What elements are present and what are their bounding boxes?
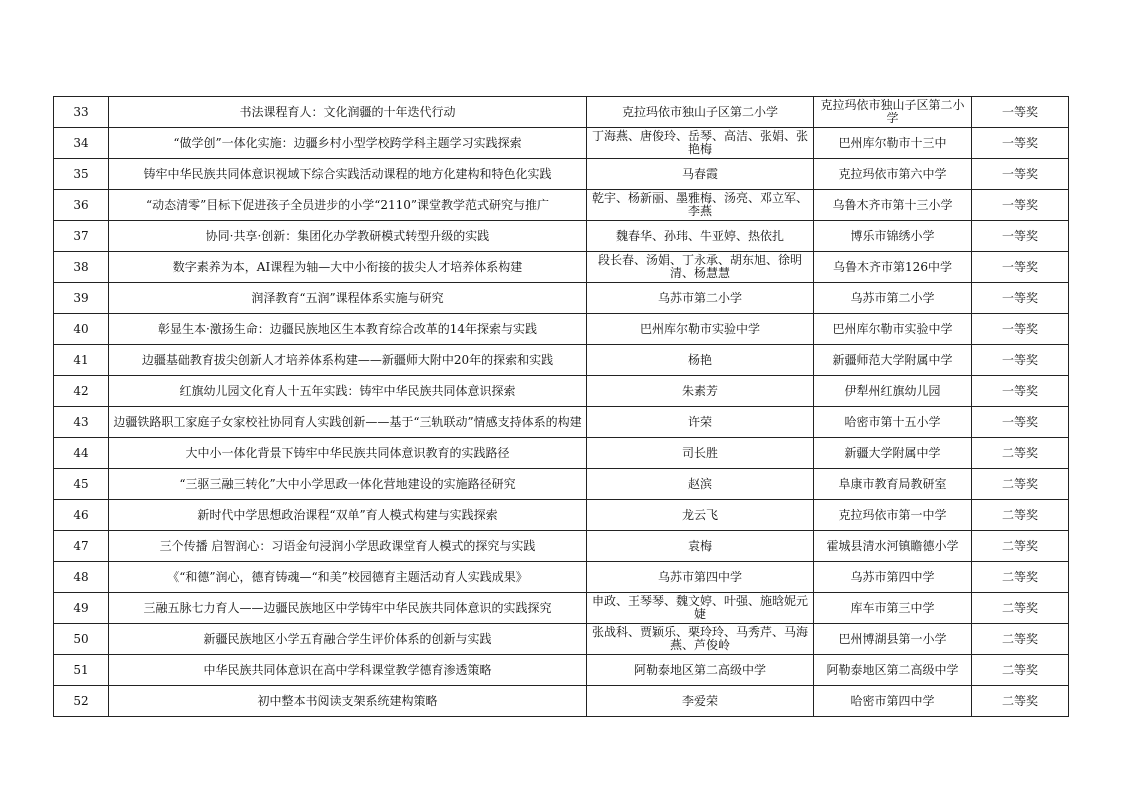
table-row xyxy=(54,252,1069,283)
table-row xyxy=(54,314,1069,345)
authors-cell: 张战科、贾颖乐、栗玲玲、马秀芹、马海燕、芦俊岭 xyxy=(587,624,814,655)
project-title-cell: “动态清零”目标下促进孩子全员进步的小学“2110”课堂教学范式研究与推广 xyxy=(109,190,587,221)
project-title-cell: “做学创”一体化实施：边疆乡村小型学校跨学科主题学习实践探索 xyxy=(109,128,587,159)
table-row xyxy=(54,128,1069,159)
row-number-cell: 45 xyxy=(54,469,109,500)
project-title-cell: 彰显生本·激扬生命：边疆民族地区生本教育综合改革的14年探索与实践 xyxy=(109,314,587,345)
awards-table xyxy=(53,96,1069,717)
unit-cell: 巴州博湖县第一小学 xyxy=(814,624,972,655)
authors-cell: 许荣 xyxy=(587,407,814,438)
project-title-cell: 边疆基础教育拔尖创新人才培养体系构建——新疆师大附中20年的探索和实践 xyxy=(109,345,587,376)
unit-cell: 霍城县清水河镇瞻德小学 xyxy=(814,531,972,562)
authors-cell: 阿勒泰地区第二高级中学 xyxy=(587,655,814,686)
authors-cell: 李爱荣 xyxy=(587,686,814,717)
award-level-cell: 一等奖 xyxy=(972,283,1069,314)
table-row xyxy=(54,562,1069,593)
table-row xyxy=(54,283,1069,314)
award-level-cell: 一等奖 xyxy=(972,252,1069,283)
award-level-cell: 二等奖 xyxy=(972,562,1069,593)
table-row xyxy=(54,593,1069,624)
table-row xyxy=(54,376,1069,407)
table-row xyxy=(54,500,1069,531)
row-number-cell: 41 xyxy=(54,345,109,376)
unit-cell: 巴州库尔勒市实验中学 xyxy=(814,314,972,345)
authors-cell: 赵滨 xyxy=(587,469,814,500)
unit-cell: 巴州库尔勒市十三中 xyxy=(814,128,972,159)
project-title-cell: 中华民族共同体意识在高中学科课堂教学德育渗透策略 xyxy=(109,655,587,686)
award-level-cell: 二等奖 xyxy=(972,531,1069,562)
authors-cell: 克拉玛依市独山子区第二小学 xyxy=(587,97,814,128)
award-level-cell: 二等奖 xyxy=(972,686,1069,717)
row-number-cell: 42 xyxy=(54,376,109,407)
table-row xyxy=(54,407,1069,438)
unit-cell: 克拉玛依市独山子区第二小学 xyxy=(814,97,972,128)
authors-cell: 龙云飞 xyxy=(587,500,814,531)
row-number-cell: 44 xyxy=(54,438,109,469)
unit-cell: 阜康市教育局教研室 xyxy=(814,469,972,500)
row-number-cell: 51 xyxy=(54,655,109,686)
authors-cell: 乌苏市第二小学 xyxy=(587,283,814,314)
row-number-cell: 49 xyxy=(54,593,109,624)
authors-cell: 朱素芳 xyxy=(587,376,814,407)
award-level-cell: 一等奖 xyxy=(972,345,1069,376)
award-level-cell: 二等奖 xyxy=(972,469,1069,500)
project-title-cell: 书法课程育人：文化润疆的十年迭代行动 xyxy=(109,97,587,128)
row-number-cell: 33 xyxy=(54,97,109,128)
row-number-cell: 37 xyxy=(54,221,109,252)
award-level-cell: 一等奖 xyxy=(972,376,1069,407)
award-level-cell: 一等奖 xyxy=(972,190,1069,221)
award-level-cell: 一等奖 xyxy=(972,221,1069,252)
table-row xyxy=(54,159,1069,190)
unit-cell: 伊犁州红旗幼儿园 xyxy=(814,376,972,407)
authors-cell: 袁梅 xyxy=(587,531,814,562)
authors-cell: 魏春华、孙玮、牛亚婷、热依扎 xyxy=(587,221,814,252)
project-title-cell: 三融五脉七力育人——边疆民族地区中学铸牢中华民族共同体意识的实践探究 xyxy=(109,593,587,624)
project-title-cell: 新疆民族地区小学五育融合学生评价体系的创新与实践 xyxy=(109,624,587,655)
authors-cell: 马春霞 xyxy=(587,159,814,190)
row-number-cell: 35 xyxy=(54,159,109,190)
unit-cell: 克拉玛依市第一中学 xyxy=(814,500,972,531)
authors-cell: 杨艳 xyxy=(587,345,814,376)
table-row xyxy=(54,438,1069,469)
unit-cell: 哈密市第四中学 xyxy=(814,686,972,717)
awards-table-body xyxy=(54,97,1069,717)
authors-cell: 司长胜 xyxy=(587,438,814,469)
row-number-cell: 46 xyxy=(54,500,109,531)
award-level-cell: 二等奖 xyxy=(972,593,1069,624)
project-title-cell: 铸牢中华民族共同体意识视域下综合实践活动课程的地方化建构和特色化实践 xyxy=(109,159,587,190)
authors-cell: 乾宇、杨新丽、墨雅梅、汤亮、邓立军、李燕 xyxy=(587,190,814,221)
authors-cell: 段长春、汤娟、丁永承、胡东旭、徐明清、杨慧慧 xyxy=(587,252,814,283)
row-number-cell: 40 xyxy=(54,314,109,345)
authors-cell: 巴州库尔勒市实验中学 xyxy=(587,314,814,345)
unit-cell: 乌苏市第二小学 xyxy=(814,283,972,314)
unit-cell: 新疆大学附属中学 xyxy=(814,438,972,469)
project-title-cell: 边疆铁路职工家庭子女家校社协同育人实践创新——基于“三轨联动”情感支持体系的构建 xyxy=(109,407,587,438)
unit-cell: 哈密市第十五小学 xyxy=(814,407,972,438)
row-number-cell: 43 xyxy=(54,407,109,438)
unit-cell: 博乐市锦绣小学 xyxy=(814,221,972,252)
award-level-cell: 二等奖 xyxy=(972,438,1069,469)
project-title-cell: 大中小一体化背景下铸牢中华民族共同体意识教育的实践路径 xyxy=(109,438,587,469)
authors-cell: 乌苏市第四中学 xyxy=(587,562,814,593)
row-number-cell: 48 xyxy=(54,562,109,593)
unit-cell: 克拉玛依市第六中学 xyxy=(814,159,972,190)
row-number-cell: 38 xyxy=(54,252,109,283)
project-title-cell: 数字素养为本，AI课程为轴—大中小衔接的拔尖人才培养体系构建 xyxy=(109,252,587,283)
project-title-cell: 三个传播 启智润心：习语金句浸润小学思政课堂育人模式的探究与实践 xyxy=(109,531,587,562)
row-number-cell: 50 xyxy=(54,624,109,655)
row-number-cell: 36 xyxy=(54,190,109,221)
unit-cell: 新疆师范大学附属中学 xyxy=(814,345,972,376)
unit-cell: 乌苏市第四中学 xyxy=(814,562,972,593)
table-row xyxy=(54,686,1069,717)
award-level-cell: 二等奖 xyxy=(972,500,1069,531)
award-level-cell: 一等奖 xyxy=(972,407,1069,438)
authors-cell: 丁海燕、唐俊玲、岳琴、高洁、张娟、张艳梅 xyxy=(587,128,814,159)
award-level-cell: 一等奖 xyxy=(972,314,1069,345)
project-title-cell: 初中整本书阅读支架系统建构策略 xyxy=(109,686,587,717)
row-number-cell: 34 xyxy=(54,128,109,159)
table-row xyxy=(54,469,1069,500)
table-row xyxy=(54,190,1069,221)
table-row xyxy=(54,97,1069,128)
table-row xyxy=(54,655,1069,686)
row-number-cell: 47 xyxy=(54,531,109,562)
award-level-cell: 二等奖 xyxy=(972,655,1069,686)
unit-cell: 乌鲁木齐市第十三小学 xyxy=(814,190,972,221)
unit-cell: 库车市第三中学 xyxy=(814,593,972,624)
table-row xyxy=(54,624,1069,655)
project-title-cell: 《“和德”润心，德育铸魂—“和美”校园德育主题活动育人实践成果》 xyxy=(109,562,587,593)
project-title-cell: “三驱三融三转化”大中小学思政一体化营地建设的实施路径研究 xyxy=(109,469,587,500)
unit-cell: 乌鲁木齐市第126中学 xyxy=(814,252,972,283)
project-title-cell: 新时代中学思想政治课程“双单”育人模式构建与实践探索 xyxy=(109,500,587,531)
award-level-cell: 一等奖 xyxy=(972,97,1069,128)
project-title-cell: 协同·共享·创新：集团化办学教研模式转型升级的实践 xyxy=(109,221,587,252)
table-row xyxy=(54,345,1069,376)
authors-cell: 申政、王琴琴、魏文婷、叶强、施晗妮元婕 xyxy=(587,593,814,624)
project-title-cell: 润泽教育“五润”课程体系实施与研究 xyxy=(109,283,587,314)
table-row xyxy=(54,531,1069,562)
award-level-cell: 二等奖 xyxy=(972,624,1069,655)
row-number-cell: 39 xyxy=(54,283,109,314)
project-title-cell: 红旗幼儿园文化育人十五年实践：铸牢中华民族共同体意识探索 xyxy=(109,376,587,407)
award-level-cell: 一等奖 xyxy=(972,128,1069,159)
table-row xyxy=(54,221,1069,252)
row-number-cell: 52 xyxy=(54,686,109,717)
unit-cell: 阿勒泰地区第二高级中学 xyxy=(814,655,972,686)
award-level-cell: 一等奖 xyxy=(972,159,1069,190)
